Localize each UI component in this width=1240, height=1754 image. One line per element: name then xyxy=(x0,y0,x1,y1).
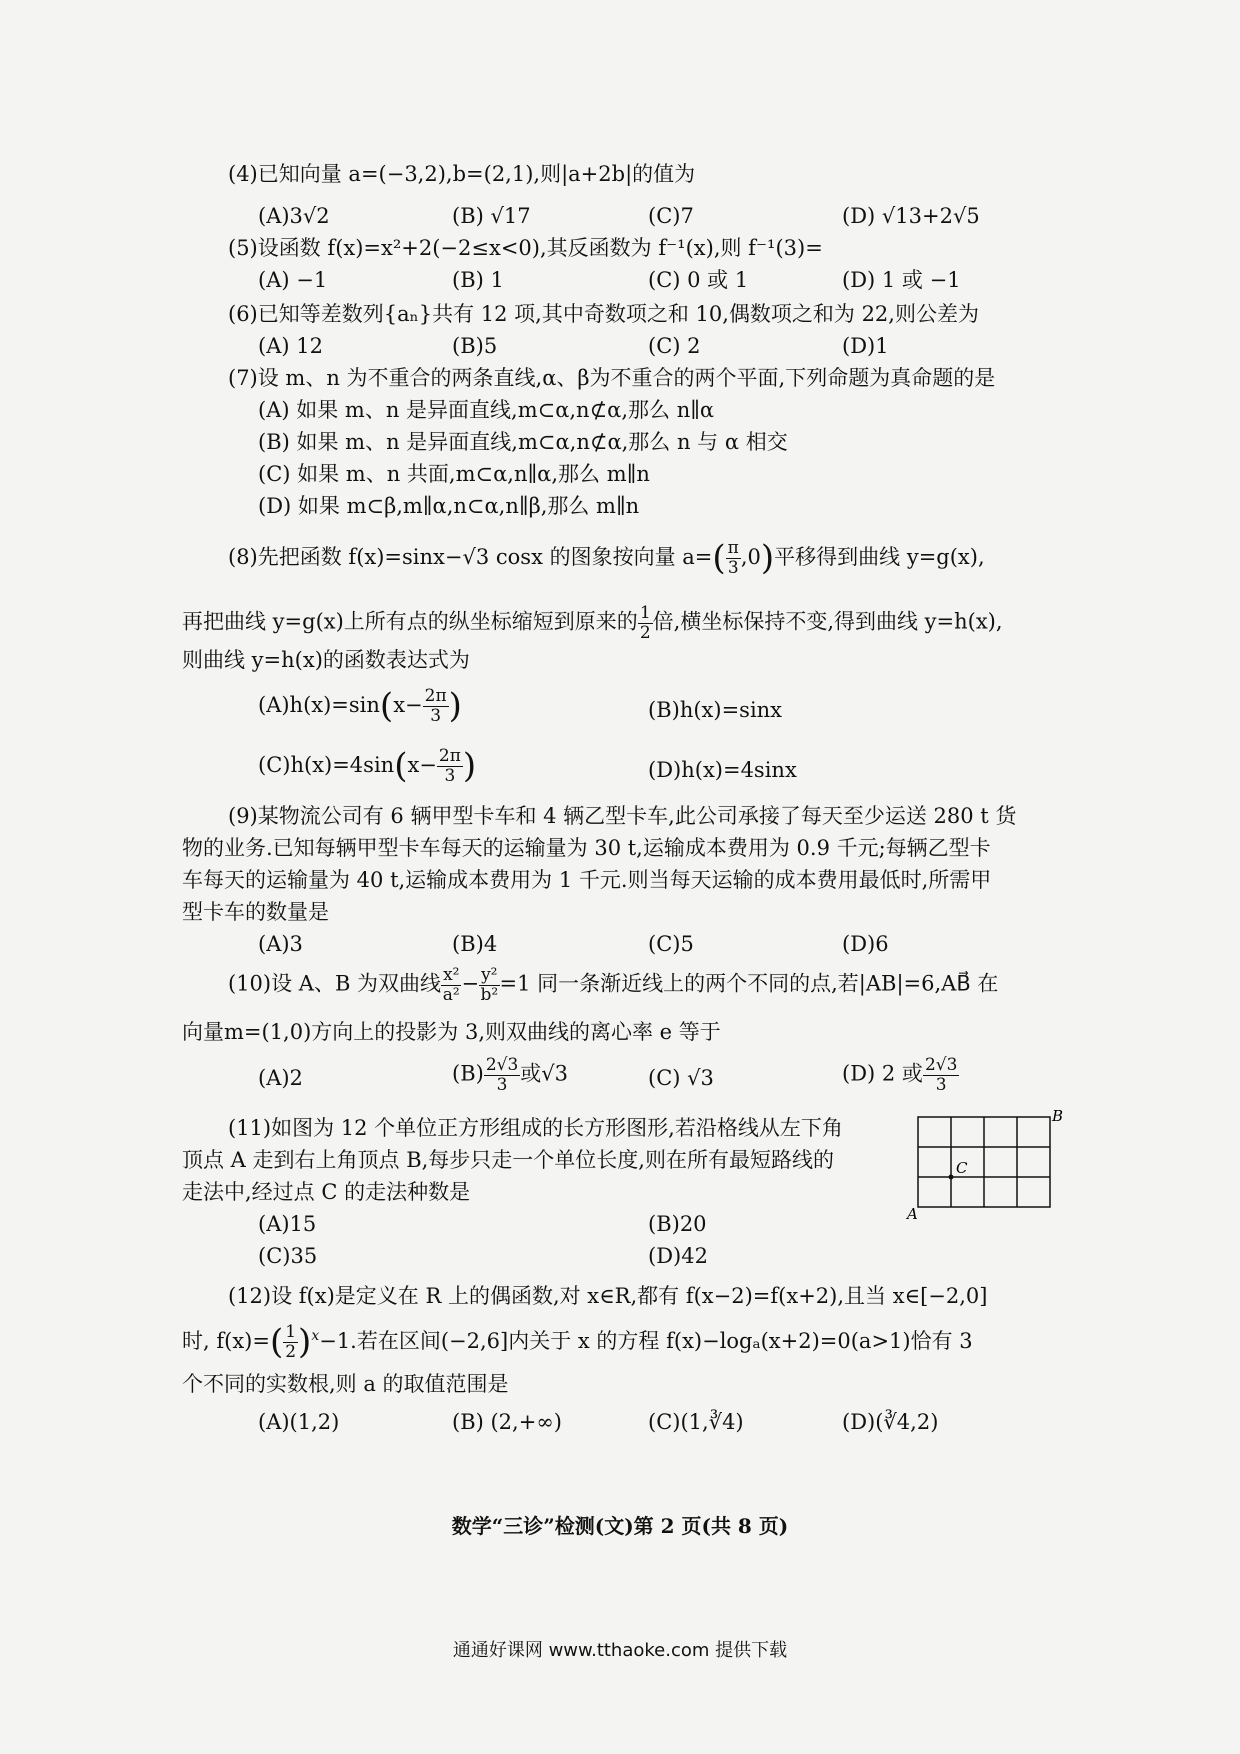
right-paren: ) xyxy=(298,1322,312,1362)
question-10-option-a: (A)2 xyxy=(258,1066,303,1090)
half-numerator: 1 xyxy=(285,1322,297,1343)
option-a-denominator: 3 xyxy=(430,705,442,726)
question-12-option-a: (A)(1,2) xyxy=(258,1410,340,1434)
option-c-prefix: (C)h(x)=4sin xyxy=(258,752,395,777)
question-6-stem: (6)已知等差数列{aₙ}共有 12 项,其中奇数项之和 10,偶数项之和为 22,则公差为 xyxy=(228,302,979,326)
question-4-stem: (4)已知向量 a=(−3,2),b=(2,1),则|a+2b|的值为 xyxy=(228,162,696,186)
option-b-denominator: 3 xyxy=(496,1074,508,1095)
question-11-line-3: 走法中,经过点 C 的走法种数是 xyxy=(182,1180,471,1204)
question-9-option-a: (A)3 xyxy=(258,932,303,956)
left-paren: ( xyxy=(379,686,394,726)
half-numerator: 1 xyxy=(639,603,651,623)
question-4-option-d: (D) √13+2√5 xyxy=(842,204,980,228)
left-paren: ( xyxy=(712,538,726,578)
question-11-option-c: (C)35 xyxy=(258,1244,318,1268)
question-6-option-a: (A) 12 xyxy=(258,334,323,358)
download-credit: 通通好课网 www.tthaoke.com 提供下载 xyxy=(452,1640,788,1661)
option-b-prefix: (B) xyxy=(452,1061,484,1086)
point-a-label: A xyxy=(907,1205,918,1219)
question-7-option-c: (C) 如果 m、n 共面,m⊂α,n∥α,那么 m∥n xyxy=(258,462,650,486)
question-4-option-a: (A)3√2 xyxy=(258,204,330,228)
question-9-line-4: 型卡车的数量是 xyxy=(182,900,329,924)
question-9-line-1: (9)某物流公司有 6 辆甲型卡车和 4 辆乙型卡车,此公司承接了每天至少运送 280 t 货 xyxy=(228,804,1017,828)
question-5-option-b: (B) 1 xyxy=(452,268,504,292)
question-5-option-c: (C) 0 或 1 xyxy=(648,268,749,292)
option-b-suffix: 或√3 xyxy=(520,1061,569,1086)
question-11-line-2: 顶点 A 走到右上角顶点 B,每步只走一个单位长度,则在所有最短路线的 xyxy=(182,1148,834,1172)
question-8-line-1 xyxy=(228,538,985,579)
option-a-numerator: 2π xyxy=(424,686,447,707)
option-c-fraction xyxy=(437,747,463,785)
question-8-option-a xyxy=(258,686,462,727)
question-12-option-c: (C)(1,∛4) xyxy=(648,1410,744,1434)
question-8-option-b: (B)h(x)=sinx xyxy=(648,698,783,722)
question-8-line-2 xyxy=(182,604,1003,642)
question-5-stem: (5)设函数 f(x)=x²+2(−2≤x<0),其反函数为 f⁻¹(x),则 f⁻¹(3)= xyxy=(228,236,823,260)
question-10-option-b xyxy=(452,1056,568,1094)
point-c-dot xyxy=(949,1175,954,1180)
x-squared: x² xyxy=(443,965,460,985)
question-7-stem: (7)设 m、n 为不重合的两条直线,α、β为不重合的两个平面,下列命题为真命题的是 xyxy=(228,366,996,390)
right-paren: ) xyxy=(448,686,462,726)
question-9-line-2: 物的业务.已知每辆甲型卡车每天的运输量为 30 t,运输成本费用为 0.9 千元;每辆乙型卡 xyxy=(182,836,991,860)
grid-lines xyxy=(918,1117,1050,1207)
exponent-x: x xyxy=(311,1327,320,1344)
question-10-option-d xyxy=(842,1056,959,1094)
question-11-line-1: (11)如图为 12 个单位正方形组成的长方形图形,若沿格线从左下角 xyxy=(228,1116,843,1140)
question-9-option-b: (B)4 xyxy=(452,932,498,956)
question-6-option-b: (B)5 xyxy=(452,334,498,358)
question-8-line-3: 则曲线 y=h(x)的函数表达式为 xyxy=(182,648,470,672)
question-6-option-c: (C) 2 xyxy=(648,334,701,358)
a-squared: a² xyxy=(442,984,460,1005)
hyperbola-y-fraction xyxy=(479,966,499,1004)
question-12-line-2-text: 时, f(x)= xyxy=(182,1328,270,1353)
option-d-prefix: (D) 2 或 xyxy=(842,1061,923,1086)
right-paren: ) xyxy=(760,538,775,578)
half-fraction xyxy=(283,1323,298,1361)
question-7-option-a: (A) 如果 m、n 是异面直线,m⊂α,n⊄α,那么 n∥α xyxy=(258,398,715,422)
question-8-line-2-text: 再把曲线 y=g(x)上所有点的纵坐标缩短到原来的 xyxy=(182,609,638,634)
vector-fraction-numerator: π xyxy=(727,538,739,559)
question-12-line-1: (12)设 f(x)是定义在 R 上的偶函数,对 x∈R,都有 f(x−2)=f(x+2),且当 x∈[−2,0] xyxy=(228,1284,988,1308)
option-d-fraction xyxy=(923,1056,959,1094)
question-5-option-d: (D) 1 或 −1 xyxy=(842,268,961,292)
grid-figure xyxy=(906,1107,1066,1219)
vector-fraction xyxy=(726,539,741,577)
vector-second-component: ,0 xyxy=(740,544,761,569)
page-footer: 数学“三诊”检测(文)第 2 页(共 8 页) xyxy=(451,1514,789,1538)
question-11-option-a: (A)15 xyxy=(258,1212,317,1236)
question-11-option-b: (B)20 xyxy=(648,1212,707,1236)
point-b-label: B xyxy=(1052,1107,1064,1125)
question-12-line-2 xyxy=(182,1322,973,1363)
vector-fraction-denominator: 3 xyxy=(727,557,739,578)
question-8-line-1-end: 平移得到曲线 y=g(x), xyxy=(774,544,985,569)
half-fraction xyxy=(638,604,653,642)
minus-sign: − xyxy=(461,971,480,996)
question-9-line-3: 车每天的运输量为 40 t,运输成本费用为 1 千元.则当每天运输的成本费用最低时,所需甲 xyxy=(182,868,992,892)
y-squared: y² xyxy=(481,965,498,985)
question-6-option-d: (D)1 xyxy=(842,334,889,358)
half-denominator: 2 xyxy=(285,1341,297,1362)
hyperbola-x-fraction xyxy=(441,966,461,1004)
option-a-prefix: (A)h(x)=sin xyxy=(258,692,380,717)
option-a-inner: x− xyxy=(393,692,423,717)
question-7-option-b: (B) 如果 m、n 是异面直线,m⊂α,n⊄α,那么 n 与 α 相交 xyxy=(258,430,788,454)
question-8-option-d: (D)h(x)=4sinx xyxy=(648,758,797,782)
question-8-option-c xyxy=(258,746,476,787)
question-8-line-2-end: 倍,横坐标保持不变,得到曲线 y=h(x), xyxy=(652,609,1003,634)
half-denominator: 2 xyxy=(639,622,651,643)
question-4-option-c: (C)7 xyxy=(648,204,694,228)
question-12-option-d: (D)(∛4,2) xyxy=(842,1410,939,1434)
option-c-denominator: 3 xyxy=(444,765,456,786)
question-10-line-2: 向量m=(1,0)方向上的投影为 3,则双曲线的离心率 e 等于 xyxy=(182,1020,721,1044)
b-squared: b² xyxy=(480,984,499,1005)
question-10-line-1 xyxy=(228,966,998,1004)
right-paren: ) xyxy=(462,746,477,786)
left-paren: ( xyxy=(269,1322,284,1362)
question-7-option-d: (D) 如果 m⊂β,m∥α,n⊂α,n∥β,那么 m∥n xyxy=(258,494,640,518)
question-12-line-3: 个不同的实数根,则 a 的取值范围是 xyxy=(182,1372,509,1396)
option-c-inner: x− xyxy=(407,752,437,777)
question-12-line-2-end: −1.若在区间(−2,6]内关于 x 的方程 f(x)−logₐ(x+2)=0(a>1)恰有 3 xyxy=(319,1328,973,1353)
question-12-option-b: (B) (2,+∞) xyxy=(452,1410,563,1434)
option-d-numerator: 2√3 xyxy=(924,1055,958,1075)
question-10-line-1-text: (10)设 A、B 为双曲线 xyxy=(228,971,442,996)
question-9-option-c: (C)5 xyxy=(648,932,694,956)
option-c-numerator: 2π xyxy=(438,746,461,767)
question-5-option-a: (A) −1 xyxy=(258,268,328,292)
left-paren: ( xyxy=(394,746,408,786)
point-c-label: C xyxy=(956,1159,968,1177)
option-b-fraction xyxy=(484,1056,520,1094)
question-9-option-d: (D)6 xyxy=(842,932,889,956)
option-b-numerator: 2√3 xyxy=(485,1055,519,1075)
question-10-line-1-end: =1 同一条渐近线上的两个不同的点,若|AB|=6,AB⃗ 在 xyxy=(499,971,999,996)
question-11-option-d: (D)42 xyxy=(648,1244,708,1268)
option-d-denominator: 3 xyxy=(935,1074,947,1095)
question-8-line-1-text: (8)先把函数 f(x)=sinx−√3 cosx 的图象按向量 a= xyxy=(228,544,713,569)
option-a-fraction xyxy=(423,687,449,725)
question-10-option-c: (C) √3 xyxy=(648,1066,714,1090)
question-4-option-b: (B) √17 xyxy=(452,204,531,228)
